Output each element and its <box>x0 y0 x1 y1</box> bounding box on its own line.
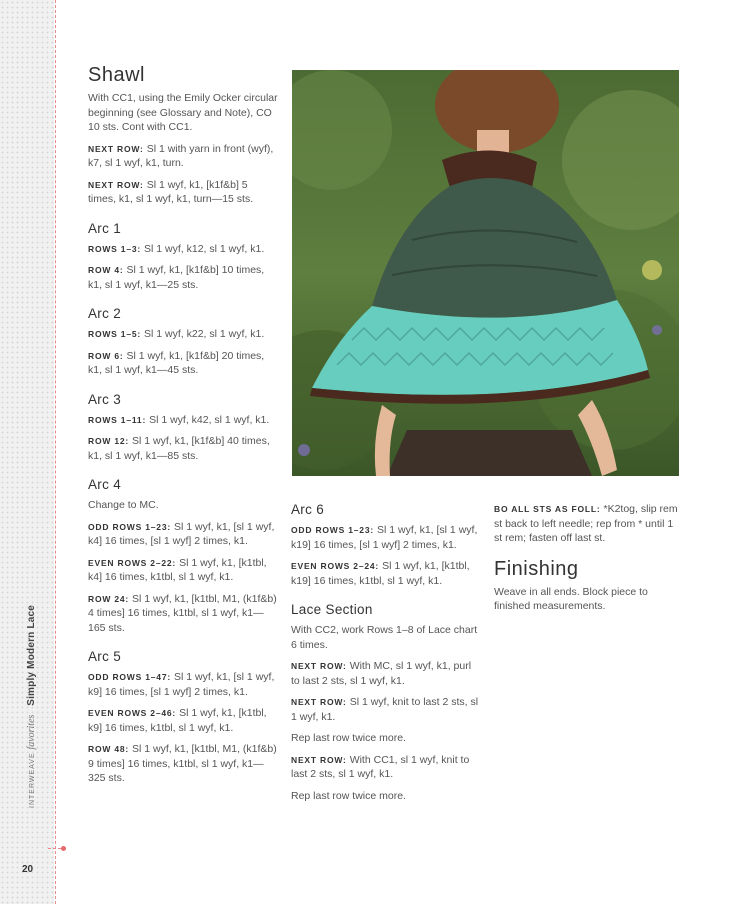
instruction-row: ROW 6: Sl 1 wyf, k1, [k1f&b] 20 times, k1, sl 1 wyf, k1—45 sts. <box>88 349 265 376</box>
column-1 <box>88 64 278 793</box>
instruction-row: ROW 48: Sl 1 wyf, k1, [k1tbl, M1, (k1f&b) 9 times] 16 times, k1tbl, sl 1 wyf, k1—325 sts. <box>88 743 277 784</box>
column-3 <box>494 502 679 621</box>
instruction-row: NEXT ROW: Sl 1 wyf, k1, [k1f&b] 5 times, k1, sl 1 wyf, k1, turn—15 sts. <box>88 178 254 205</box>
shawl-photo <box>292 70 679 476</box>
arc-4-intro: Change to MC. <box>88 499 159 511</box>
margin-guide-dot <box>61 846 66 851</box>
instruction-row: ODD ROWS 1–23: Sl 1 wyf, k1, [sl 1 wyf, k4] 16 times, [sl 1 wyf] 2 times, k1. <box>88 520 275 547</box>
instruction-row: ROW 12: Sl 1 wyf, k1, [k1f&b] 40 times, k1, sl 1 wyf, k1—85 sts. <box>88 435 270 462</box>
section-title-arc-5: Arc 5 <box>88 649 122 664</box>
series-name: favorites <box>26 714 37 750</box>
instruction-row: ODD ROWS 1–47: Sl 1 wyf, k1, [sl 1 wyf, k9] 16 times, [sl 1 wyf] 2 times, k1. <box>88 671 275 698</box>
instruction-row: NEXT ROW: Sl 1 wyf, knit to last 2 sts, sl 1 wyf, k1. <box>291 696 479 723</box>
page-number: 20 <box>22 864 34 875</box>
section-title-finishing: Finishing <box>494 557 579 580</box>
section-title-arc-1: Arc 1 <box>88 220 122 236</box>
section-title-arc-4: Arc 4 <box>88 477 122 492</box>
instruction-row: EVEN ROWS 2–24: Sl 1 wyf, k1, [k1tbl, k19] 16 times, k1tbl, sl 1 wyf, k1. <box>291 560 470 587</box>
lace-intro: With CC2, work Rows 1–8 of Lace chart 6 times. <box>291 624 478 651</box>
repeat-note: Rep last row twice more. <box>291 732 406 744</box>
instruction-row: ROWS 1–5: Sl 1 wyf, k22, sl 1 wyf, k1. <box>88 328 265 340</box>
instruction-row: ROW 4: Sl 1 wyf, k1, [k1f&b] 10 times, k1, sl 1 wyf, k1—25 sts. <box>88 264 265 291</box>
running-header <box>26 605 37 808</box>
instruction-row: NEXT ROW: With CC1, sl 1 wyf, knit to last 2 sts, sl 1 wyf, k1. <box>291 753 470 780</box>
shawl-intro: With CC1, using the Emily Ocker circular beginning (see Glossary and Note), CO 10 sts. Cont with CC1. <box>88 92 278 133</box>
section-title-lace: Lace Section <box>291 602 373 617</box>
section-title-arc-6: Arc 6 <box>291 502 325 517</box>
shawl-illustration <box>292 70 679 476</box>
section-title-arc-3: Arc 3 <box>88 391 122 407</box>
brand-name: INTERWEAVE <box>29 752 36 808</box>
repeat-note: Rep last row twice more. <box>291 789 406 802</box>
section-title-arc-2: Arc 2 <box>88 306 122 321</box>
book-title: Simply Modern Lace <box>26 604 37 706</box>
instruction-row: ROWS 1–11: Sl 1 wyf, k42, sl 1 wyf, k1. <box>88 413 270 426</box>
finishing-text: Weave in all ends. Block piece to finished measurements. <box>494 585 648 612</box>
instruction-row: ROWS 1–3: Sl 1 wyf, k12, sl 1 wyf, k1. <box>88 242 265 255</box>
instruction-row: EVEN ROWS 2–22: Sl 1 wyf, k1, [k1tbl, k4] 16 times, k1tbl, sl 1 wyf, k1. <box>88 556 267 583</box>
margin-guide-line <box>55 0 56 904</box>
column-2 <box>291 502 481 810</box>
instruction-row: NEXT ROW: Sl 1 with yarn in front (wyf), k7, sl 1 wyf, k1, turn. <box>88 142 274 169</box>
instruction-row: NEXT ROW: With MC, sl 1 wyf, k1, purl to last 2 sts, sl 1 wyf, k1. <box>291 660 472 687</box>
bind-off-instruction: BO ALL STS AS FOLL: *K2tog, slip rem st back to left needle; rep from * until 1 st rem; fasten off last st. <box>494 503 678 544</box>
instruction-row: EVEN ROWS 2–46: Sl 1 wyf, k1, [k1tbl, k9] 16 times, k1tbl, sl 1 wyf, k1. <box>88 707 267 734</box>
instruction-row: ODD ROWS 1–23: Sl 1 wyf, k1, [sl 1 wyf, k19] 16 times, [sl 1 wyf] 2 times, k1. <box>291 524 478 551</box>
instruction-row: ROW 24: Sl 1 wyf, k1, [k1tbl, M1, (k1f&b) 4 times] 16 times, k1tbl, sl 1 wyf, k1—165 sts. <box>88 592 277 634</box>
section-title-shawl: Shawl <box>88 64 145 86</box>
